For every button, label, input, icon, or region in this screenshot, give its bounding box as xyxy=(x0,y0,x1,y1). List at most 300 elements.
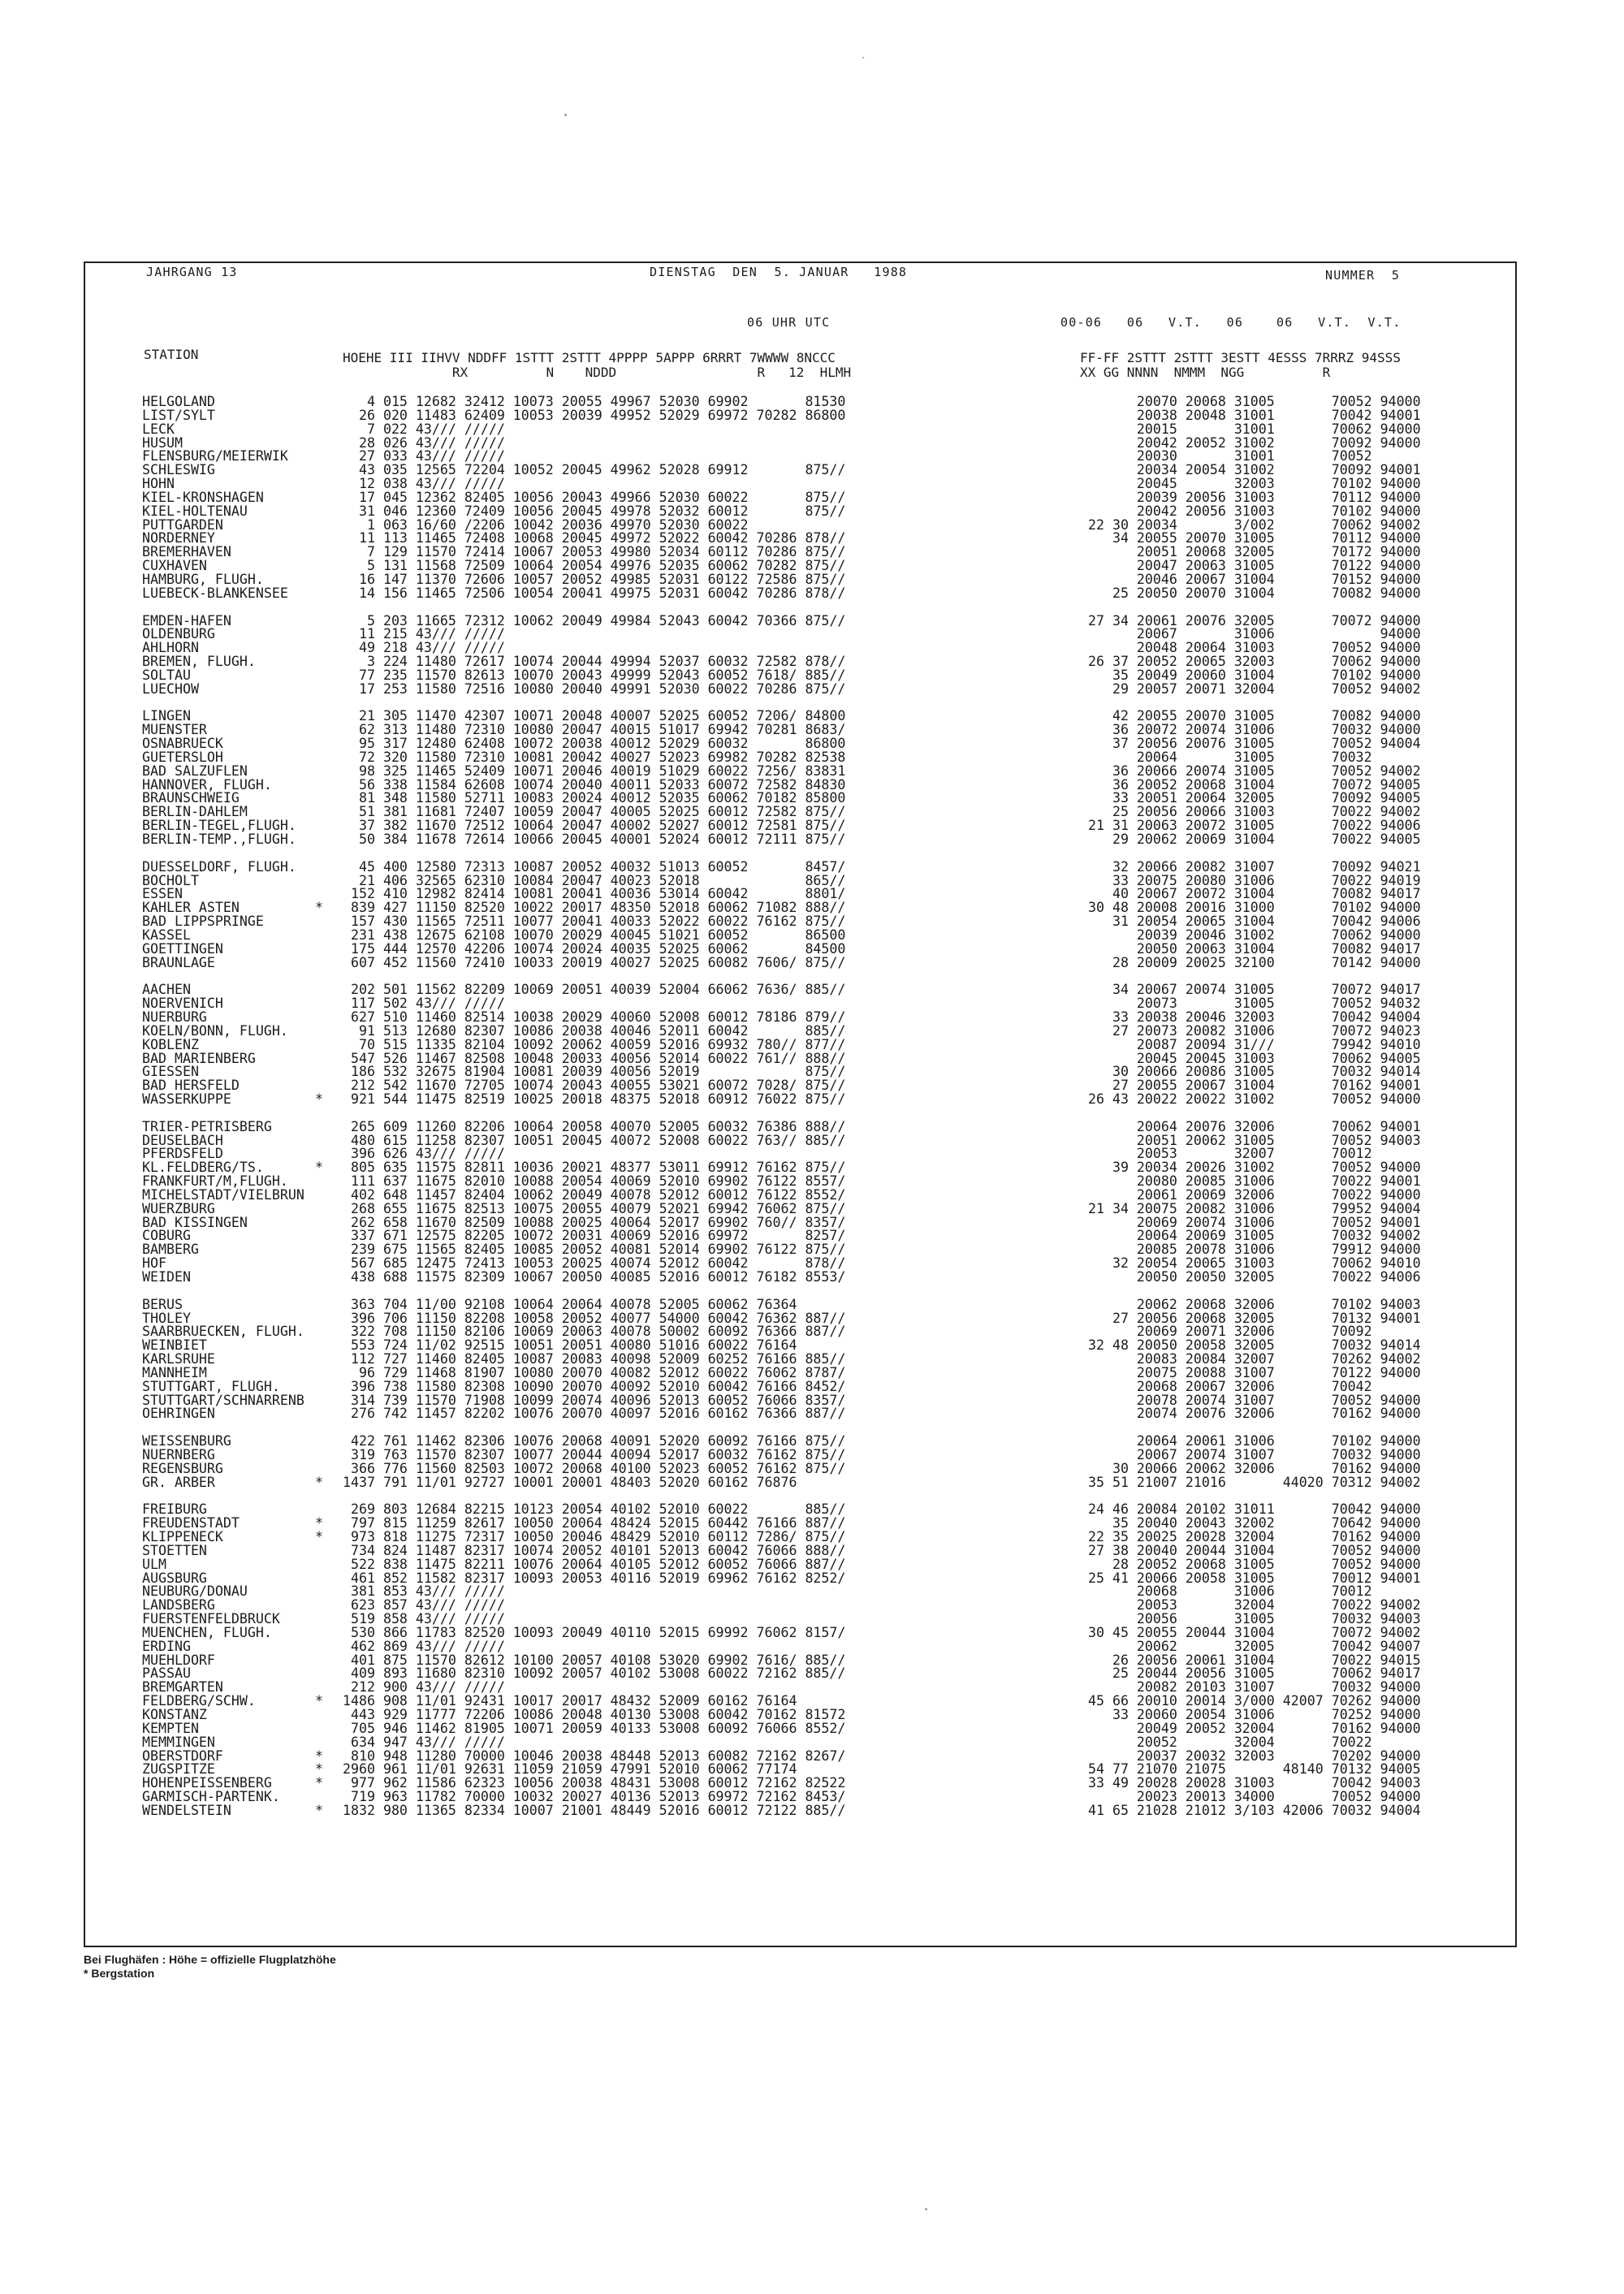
observation-left: 634 947 43/// ///// xyxy=(343,1734,505,1750)
station-row xyxy=(142,423,1522,437)
station-name: MANNHEIM xyxy=(142,1364,207,1380)
station-row xyxy=(142,1036,1522,1052)
station-row xyxy=(142,1804,1522,1818)
station-name: OEHRINGEN xyxy=(142,1406,215,1422)
station-name: BERLIN-DAHLEM xyxy=(142,804,248,820)
observation-right: 20062 20068 32006 70102 94003 xyxy=(1080,1296,1421,1312)
issue-number: NUMMER 5 xyxy=(1325,268,1401,283)
station-name: STUTTGART, FLUGH. xyxy=(142,1378,280,1394)
station-name: LECK xyxy=(142,421,175,437)
mountain-mark: * xyxy=(315,1515,323,1531)
station-name: KOBLENZ xyxy=(142,1036,199,1052)
observation-right: 20068 31006 70012 xyxy=(1080,1583,1372,1600)
observation-left: 27 033 43/// ///// xyxy=(343,448,505,464)
observation-left: 547 526 11467 82508 10048 20033 40056 52014 60022 761// 888// xyxy=(343,1050,846,1066)
station-name: WEISSENBURG xyxy=(142,1433,231,1449)
observation-left: 5 203 11665 72312 10062 20049 49984 52043 60042 70366 875// xyxy=(343,612,846,629)
observation-left: 314 739 11570 71908 10099 20074 40096 52013 60052 76066 8357/ xyxy=(343,1392,846,1408)
time-label: 06 UHR UTC xyxy=(747,315,831,330)
station-name: WEINBIET xyxy=(142,1337,207,1354)
observation-left: 401 875 11570 82612 10100 20057 40108 53020 69902 7616/ 885// xyxy=(343,1652,846,1668)
station-name: BREMGARTEN xyxy=(142,1679,223,1696)
observation-right: 20038 20048 31001 70042 94001 xyxy=(1080,407,1421,423)
observation-left: 319 763 11570 82307 10077 20044 40094 52017 60032 76162 875// xyxy=(343,1446,846,1462)
observation-left: 12 038 43/// ///// xyxy=(343,476,505,492)
station-name: BAMBERG xyxy=(142,1242,199,1258)
station-name: COBURG xyxy=(142,1228,191,1244)
station-name: NOERVENICH xyxy=(142,996,223,1012)
observation-right: 22 35 20025 20028 32004 70162 94000 xyxy=(1080,1529,1421,1545)
observation-right: 20051 20068 32005 70172 94000 xyxy=(1080,544,1421,560)
observation-left: 95 317 12480 62408 10072 20038 40012 52029 60032 86800 xyxy=(343,736,846,752)
station-name: HOHENPEISSENBERG xyxy=(142,1775,272,1791)
mountain-mark: * xyxy=(315,1529,323,1545)
observation-right: 20064 20069 31005 70032 94002 xyxy=(1080,1228,1421,1244)
station-name: BAD HERSFELD xyxy=(142,1078,240,1094)
observation-right: 28 20009 20025 32100 70142 94000 xyxy=(1080,954,1421,970)
right-group-labels: 00-06 06 V.T. 06 06 V.T. V.T. xyxy=(1060,315,1402,330)
observation-right: 20067 20074 31007 70032 94000 xyxy=(1080,1446,1421,1462)
observation-left: 381 853 43/// ///// xyxy=(343,1583,505,1600)
observation-left: 627 510 11460 82514 10038 20029 40060 52008 60012 78186 879// xyxy=(343,1009,846,1025)
observation-right: 41 65 21028 21012 3/103 42006 70032 94004 xyxy=(1080,1802,1421,1818)
right-header-line1: FF-FF 2STTT 2STTT 3ESTT 4ESSS 7RRRZ 94SSS xyxy=(1080,350,1401,365)
observation-right: 20075 20088 31007 70122 94000 xyxy=(1080,1364,1421,1380)
observation-right: 27 20073 20082 31006 70072 94023 xyxy=(1080,1022,1421,1039)
observation-right: 20046 20067 31004 70152 94000 xyxy=(1080,571,1421,587)
station-name: FREUDENSTADT xyxy=(142,1515,240,1531)
observation-right: 32 48 20050 20058 32005 70032 94014 xyxy=(1080,1337,1421,1354)
station-name: MUEHLDORF xyxy=(142,1652,215,1668)
observation-right: 20087 20094 31/// 79942 94010 xyxy=(1080,1036,1421,1052)
observation-right: 20056 31005 70032 94003 xyxy=(1080,1611,1421,1627)
observation-right: 20074 20076 32006 70162 94000 xyxy=(1080,1406,1421,1422)
observation-right: 36 20072 20074 31006 70032 94000 xyxy=(1080,722,1421,738)
station-table xyxy=(142,395,1522,1818)
observation-right: 36 20052 20068 31004 70072 94005 xyxy=(1080,776,1421,793)
observation-right: 26 43 20022 20022 31002 70052 94000 xyxy=(1080,1091,1421,1108)
observation-left: 734 824 11487 82317 10074 20052 40101 52013 60042 76066 888// xyxy=(343,1542,846,1558)
station-name: BAD MARIENBERG xyxy=(142,1050,256,1066)
scan-speck xyxy=(564,114,567,116)
station-name: GR. ARBER xyxy=(142,1474,215,1490)
observation-right: 20064 31005 70032 xyxy=(1080,749,1372,765)
observation-right: 20039 20056 31003 70112 94000 xyxy=(1080,489,1421,505)
observation-left: 11 113 11465 72408 10068 20045 49972 52022 60042 70286 878// xyxy=(343,530,846,546)
station-name: BRAUNLAGE xyxy=(142,954,215,970)
observation-right: 20053 32007 70012 xyxy=(1080,1146,1372,1162)
observation-right: 20023 20013 34000 70052 94000 xyxy=(1080,1789,1421,1805)
station-name: MEMMINGEN xyxy=(142,1734,215,1750)
observation-right: 32 20054 20065 31003 70062 94010 xyxy=(1080,1255,1421,1272)
observation-left: 262 658 11670 82509 10088 20025 40064 52017 69902 760// 8357/ xyxy=(343,1214,846,1230)
observation-right: 20069 20074 31006 70052 94001 xyxy=(1080,1214,1421,1230)
observation-left: 519 858 43/// ///// xyxy=(343,1611,505,1627)
observation-left: 337 671 12575 82205 10072 20031 40069 52016 69972 8257/ xyxy=(343,1228,846,1244)
observation-right: 20050 20063 31004 70082 94017 xyxy=(1080,940,1421,957)
observation-left: 797 815 11259 82617 10050 20064 48424 52015 60442 76166 887// xyxy=(343,1515,846,1531)
observation-left: 322 708 11150 82106 10069 20063 40078 50002 60092 76366 887// xyxy=(343,1324,846,1340)
station-name: MUENCHEN, FLUGH. xyxy=(142,1624,272,1640)
observation-left: 810 948 11280 70000 10046 20038 48448 52013 60082 72162 8267/ xyxy=(343,1748,846,1764)
station-name: ZUGSPITZE xyxy=(142,1761,215,1778)
station-name: OSNABRUECK xyxy=(142,736,223,752)
station-name: KONSTANZ xyxy=(142,1707,207,1722)
station-name: NUERNBERG xyxy=(142,1446,215,1462)
station-name: THOLEY xyxy=(142,1310,191,1326)
observation-left: 409 893 11680 82310 10092 20057 40102 53008 60022 72162 885// xyxy=(343,1665,846,1682)
station-name: BERLIN-TEMP.,FLUGH. xyxy=(142,832,296,847)
station-name: KASSEL xyxy=(142,927,191,943)
observation-left: 14 156 11465 72506 10054 20041 49975 52031 60042 70286 878// xyxy=(343,585,846,601)
observation-right: 20045 20045 31003 70062 94005 xyxy=(1080,1050,1421,1066)
mountain-mark: * xyxy=(315,900,323,916)
observation-right: 20030 31001 70052 xyxy=(1080,448,1372,464)
observation-left: 268 655 11675 82513 10075 20055 40079 52021 69942 76062 875// xyxy=(343,1200,846,1216)
observation-left: 28 026 43/// ///// xyxy=(343,434,505,451)
observation-left: 1437 791 11/01 92727 10001 20001 48403 52020 60162 76876 xyxy=(343,1474,797,1490)
observation-right: 20037 20032 32003 70202 94000 xyxy=(1080,1748,1421,1764)
observation-left: 805 635 11575 82811 10036 20021 48377 53011 69912 76162 875// xyxy=(343,1160,846,1176)
observation-right: 20052 32004 70022 xyxy=(1080,1734,1372,1750)
mountain-mark: * xyxy=(315,1160,323,1176)
observation-right: 20073 31005 70052 94032 xyxy=(1080,996,1421,1012)
observation-right: 20050 20050 32005 70022 94006 xyxy=(1080,1269,1421,1285)
station-name: KIEL-HOLTENAU xyxy=(142,503,248,519)
observation-left: 269 803 12684 82215 10123 20054 40102 52010 60022 885// xyxy=(343,1501,846,1518)
observation-right: 20085 20078 31006 79912 94000 xyxy=(1080,1242,1421,1258)
group-spacer xyxy=(142,601,1522,615)
observation-right: 20053 32004 70022 94002 xyxy=(1080,1597,1421,1614)
station-name: NUERBURG xyxy=(142,1009,207,1025)
station-name: ESSEN xyxy=(142,886,183,902)
station-name: PASSAU xyxy=(142,1665,191,1682)
observation-left: 11 215 43/// ///// xyxy=(343,626,505,642)
observation-right: 29 20057 20071 32004 70052 94002 xyxy=(1080,680,1421,697)
observation-right: 39 20034 20026 31002 70052 94000 xyxy=(1080,1160,1421,1176)
footnote-mountain: * Bergstation xyxy=(84,1967,155,1980)
observation-left: 112 727 11460 82405 10087 20083 40098 52009 60252 76166 885// xyxy=(343,1351,846,1367)
observation-left: 623 857 43/// ///// xyxy=(343,1597,505,1614)
station-row xyxy=(142,680,1522,697)
observation-left: 43 035 12565 72204 10052 20045 49962 52028 69912 875// xyxy=(343,462,846,478)
station-row xyxy=(142,1298,1522,1312)
observation-left: 96 729 11468 81907 10080 20070 40082 52012 60022 76062 8787/ xyxy=(343,1364,846,1380)
station-name: MICHELSTADT/VIELBRUN xyxy=(142,1186,304,1203)
station-name: BREMEN, FLUGH. xyxy=(142,654,256,670)
observation-left: 719 963 11782 70000 10032 20027 40136 52013 69972 72162 8453/ xyxy=(343,1789,846,1805)
observation-left: 1 063 16/60 /2206 10042 20036 49970 52030 60022 xyxy=(343,516,749,533)
observation-left: 16 147 11370 72606 10057 20052 49985 52031 60122 72586 875// xyxy=(343,571,846,587)
observation-left: 402 648 11457 82404 10062 20049 40078 52012 60012 76122 8552/ xyxy=(343,1186,846,1203)
observation-right: 20068 20067 32006 70042 xyxy=(1080,1378,1372,1394)
observation-right: 25 20044 20056 31005 70062 94017 xyxy=(1080,1665,1421,1682)
station-name: FELDBERG/SCHW. xyxy=(142,1693,256,1709)
observation-left: 461 852 11582 82317 10093 20053 40116 52019 69962 76162 8252/ xyxy=(343,1570,846,1586)
observation-right: 21 31 20063 20072 31005 70022 94006 xyxy=(1080,818,1421,834)
observation-right: 25 20050 20070 31004 70082 94000 xyxy=(1080,585,1421,601)
observation-right: 20083 20084 32007 70262 94002 xyxy=(1080,1351,1421,1367)
observation-right: 54 77 21070 21075 48140 70132 94005 xyxy=(1080,1761,1421,1778)
left-header-line2: RX N NDDD R 12 HLMH xyxy=(343,365,852,380)
observation-left: 17 253 11580 72516 10080 20040 49991 52030 60022 70286 875// xyxy=(343,680,846,697)
observation-right: 20042 20056 31003 70102 94000 xyxy=(1080,503,1421,519)
observation-right: 29 20062 20069 31004 70022 94005 xyxy=(1080,832,1421,847)
station-name: NORDERNEY xyxy=(142,530,215,546)
station-name: KLIPPENECK xyxy=(142,1529,223,1545)
observation-right: 20062 32005 70042 94007 xyxy=(1080,1638,1421,1654)
observation-right: 31 20054 20065 31004 70042 94006 xyxy=(1080,914,1421,930)
observation-left: 839 427 11150 82520 10022 20017 48350 52018 60062 71082 888// xyxy=(343,900,846,916)
observation-left: 396 738 11580 82308 10090 20070 40092 52010 60042 76166 8452/ xyxy=(343,1378,846,1394)
station-name: DEUSELBACH xyxy=(142,1132,223,1148)
observation-right: 20042 20052 31002 70092 94000 xyxy=(1080,434,1421,451)
observation-left: 3 224 11480 72617 10074 20044 49994 52037 60032 72582 878// xyxy=(343,654,846,670)
observation-right: 35 20040 20043 32002 70642 94000 xyxy=(1080,1515,1421,1531)
observation-left: 1832 980 11365 82334 10007 21001 48449 52016 60012 72122 885// xyxy=(343,1802,846,1818)
observation-left: 5 131 11568 72509 10064 20054 49976 52035 60062 70282 875// xyxy=(343,558,846,574)
right-header-line2: XX GG NNNN NMMM NGG R xyxy=(1080,365,1331,380)
observation-left: 480 615 11258 82307 10051 20045 40072 52008 60022 763// 885// xyxy=(343,1132,846,1148)
scan-speck xyxy=(925,2208,927,2210)
station-name: FLENSBURG/MEIERWIK xyxy=(142,448,288,464)
observation-left: 51 381 11681 72407 10059 20047 40005 52025 60012 72582 875// xyxy=(343,804,846,820)
observation-right: 33 20060 20054 31006 70252 94000 xyxy=(1080,1707,1421,1722)
observation-right: 26 20056 20061 31004 70022 94015 xyxy=(1080,1652,1421,1668)
mountain-mark: * xyxy=(315,1748,323,1764)
observation-left: 111 637 11675 82010 10088 20054 40069 52010 69902 76122 8557/ xyxy=(343,1173,846,1190)
observation-right: 20064 20061 31006 70102 94000 xyxy=(1080,1433,1421,1449)
observation-right: 20069 20071 32006 70092 xyxy=(1080,1324,1372,1340)
observation-left: 567 685 12475 72413 10053 20025 40074 52012 60042 878// xyxy=(343,1255,846,1272)
mountain-mark: * xyxy=(315,1474,323,1490)
observation-right: 20049 20052 32004 70162 94000 xyxy=(1080,1720,1421,1736)
observation-left: 70 515 11335 82104 10092 20062 40059 52016 69932 780// 877// xyxy=(343,1036,846,1052)
observation-right: 20047 20063 31005 70122 94000 xyxy=(1080,558,1421,574)
date-label: DIENSTAG DEN 5. JANUAR 1988 xyxy=(650,265,908,279)
station-name: SAARBRUECKEN, FLUGH. xyxy=(142,1324,304,1340)
station-row xyxy=(142,1093,1522,1107)
observation-right: 30 20066 20062 32006 70162 94000 xyxy=(1080,1460,1421,1476)
observation-right: 35 51 21007 21016 44020 70312 94002 xyxy=(1080,1474,1421,1490)
observation-left: 37 382 11670 72512 10064 20047 40002 52027 60012 72581 875// xyxy=(343,818,846,834)
scan-speck xyxy=(862,57,864,58)
station-name: KEMPTEN xyxy=(142,1720,199,1736)
station-name: WENDELSTEIN xyxy=(142,1802,231,1818)
station-name: KAHLER ASTEN xyxy=(142,900,240,916)
observation-right: 33 49 20028 20028 31003 70042 94003 xyxy=(1080,1775,1421,1791)
observation-left: 422 761 11462 82306 10076 20068 40091 52020 60092 76166 875// xyxy=(343,1433,846,1449)
station-name: PUTTGARDEN xyxy=(142,516,223,533)
station-name: WUERZBURG xyxy=(142,1200,215,1216)
observation-right: 20048 20064 31003 70052 94000 xyxy=(1080,640,1421,656)
station-name: GIESSEN xyxy=(142,1064,199,1080)
observation-left: 396 626 43/// ///// xyxy=(343,1146,505,1162)
station-name: BAD LIPPSPRINGE xyxy=(142,914,264,930)
station-name: BAD KISSINGEN xyxy=(142,1214,248,1230)
station-name: BOCHOLT xyxy=(142,872,199,888)
observation-right: 24 46 20084 20102 31011 70042 94000 xyxy=(1080,1501,1421,1518)
observation-left: 522 838 11475 82211 10076 20064 40105 52012 60052 76066 887// xyxy=(343,1556,846,1572)
observation-right: 42 20055 20070 31005 70082 94000 xyxy=(1080,708,1421,724)
observation-right: 28 20052 20068 31005 70052 94000 xyxy=(1080,1556,1421,1572)
observation-right: 20051 20062 31005 70052 94003 xyxy=(1080,1132,1421,1148)
station-name: REGENSBURG xyxy=(142,1460,223,1476)
observation-left: 438 688 11575 82309 10067 20050 40085 52016 60012 76182 8553/ xyxy=(343,1269,846,1285)
observation-right: 45 66 20010 20014 3/000 42007 70262 94000 xyxy=(1080,1693,1421,1709)
observation-right: 20064 20076 32006 70062 94001 xyxy=(1080,1118,1421,1134)
station-name: HOF xyxy=(142,1255,166,1272)
station-name: BRAUNSCHWEIG xyxy=(142,790,240,806)
observation-left: 157 430 11565 72511 10077 20041 40033 52022 60022 76162 875// xyxy=(343,914,846,930)
observation-left: 366 776 11560 82503 10072 20068 40100 52023 60052 76162 875// xyxy=(343,1460,846,1476)
station-name: HELGOLAND xyxy=(142,394,215,409)
station-name: OBERSTDORF xyxy=(142,1748,223,1764)
observation-right: 32 20066 20082 31007 70092 94021 xyxy=(1080,858,1421,875)
observation-right: 27 20055 20067 31004 70162 94001 xyxy=(1080,1078,1421,1094)
mountain-mark: * xyxy=(315,1775,323,1791)
station-name: EMDEN-HAFEN xyxy=(142,612,231,629)
observation-right: 20082 20103 31007 70032 94000 xyxy=(1080,1679,1421,1696)
station-name: DUESSELDORF, FLUGH. xyxy=(142,858,296,875)
observation-left: 973 818 11275 72317 10050 20046 48429 52010 60112 7286/ 875// xyxy=(343,1529,846,1545)
station-name: BREMERHAVEN xyxy=(142,544,231,560)
observation-right: 20034 20054 31002 70092 94001 xyxy=(1080,462,1421,478)
station-name: NEUBURG/DONAU xyxy=(142,1583,248,1600)
station-name: OLDENBURG xyxy=(142,626,215,642)
observation-left: 81 348 11580 52711 10083 20024 40012 52035 60062 70182 85800 xyxy=(343,790,846,806)
mountain-mark: * xyxy=(315,1693,323,1709)
observation-left: 62 313 11480 72310 10080 20047 40015 51017 69942 70281 8683/ xyxy=(343,722,846,738)
station-name: KIEL-KRONSHAGEN xyxy=(142,489,264,505)
observation-right: 20080 20085 31006 70022 94001 xyxy=(1080,1173,1421,1190)
station-name: BAD SALZUFLEN xyxy=(142,763,248,779)
mountain-mark: * xyxy=(315,1761,323,1778)
station-name: FUERSTENFELDBRUCK xyxy=(142,1611,280,1627)
station-row xyxy=(142,1476,1522,1490)
observation-left: 7 022 43/// ///// xyxy=(343,421,505,437)
observation-left: 31 046 12360 72409 10056 20045 49978 52032 60012 875// xyxy=(343,503,846,519)
jahrgang-label: JAHRGANG 13 xyxy=(146,265,238,279)
station-row xyxy=(142,833,1522,847)
station-name: KOELN/BONN, FLUGH. xyxy=(142,1022,288,1039)
observation-left: 363 704 11/00 92108 10064 20064 40078 52005 60062 76364 xyxy=(343,1296,797,1312)
station-name: FREIBURG xyxy=(142,1501,207,1518)
observation-left: 117 502 43/// ///// xyxy=(343,996,505,1012)
observation-left: 396 706 11150 82208 10058 20052 40077 54000 60042 76362 887// xyxy=(343,1310,846,1326)
station-row xyxy=(142,587,1522,601)
left-header-line1: HOEHE III IIHVV NDDFF 1STTT 2STTT 4PPPP 5APPP 6RRRT 7WWWW 8NCCC xyxy=(343,350,836,365)
observation-right: 20039 20046 31002 70062 94000 xyxy=(1080,927,1421,943)
station-name: HAMBURG, FLUGH. xyxy=(142,571,264,587)
station-name: AACHEN xyxy=(142,982,191,998)
station-name: ERDING xyxy=(142,1638,191,1654)
observation-left: 231 438 12675 62108 10070 20029 40045 51021 60052 86500 xyxy=(343,927,846,943)
observation-left: 265 609 11260 82206 10064 20058 40070 52005 60032 76386 888// xyxy=(343,1118,846,1134)
station-name: CUXHAVEN xyxy=(142,558,207,574)
observation-right: 33 20038 20046 32003 70042 94004 xyxy=(1080,1009,1421,1025)
observation-left: 1486 908 11/01 92431 10017 20017 48432 52009 60162 76164 xyxy=(343,1693,797,1709)
observation-left: 175 444 12570 42206 10074 20024 40035 52025 60062 84500 xyxy=(343,940,846,957)
observation-right: 40 20067 20072 31004 70082 94017 xyxy=(1080,886,1421,902)
observation-right: 37 20056 20076 31005 70052 94004 xyxy=(1080,736,1421,752)
station-name: BERUS xyxy=(142,1296,183,1312)
station-name: STOETTEN xyxy=(142,1542,207,1558)
observation-right: 27 20056 20068 32005 70132 94001 xyxy=(1080,1310,1421,1326)
observation-left: 921 544 11475 82519 10025 20018 48375 52018 60912 76022 875// xyxy=(343,1091,846,1108)
observation-right: 30 45 20055 20044 31004 70072 94002 xyxy=(1080,1624,1421,1640)
station-row xyxy=(142,1271,1522,1285)
observation-left: 7 129 11570 72414 10067 20053 49980 52034 60112 70286 875// xyxy=(343,544,846,560)
observation-right: 27 34 20061 20076 32005 70072 94000 xyxy=(1080,612,1421,629)
station-row xyxy=(142,858,1522,875)
station-name: MUENSTER xyxy=(142,722,207,738)
observation-right: 20061 20069 32006 70022 94000 xyxy=(1080,1186,1421,1203)
observation-left: 186 532 32675 81904 10081 20039 40056 52019 875// xyxy=(343,1064,846,1080)
observation-left: 443 929 11777 72206 10086 20048 40130 53008 60042 70162 81572 xyxy=(343,1707,846,1722)
station-name: KL.FELDBERG/TS. xyxy=(142,1160,264,1176)
observation-left: 56 338 11584 62608 10074 20040 40011 52033 60072 72582 84830 xyxy=(343,776,846,793)
station-name: GOETTINGEN xyxy=(142,940,223,957)
observation-left: 530 866 11783 82520 10093 20049 40110 52015 69992 76062 8157/ xyxy=(343,1624,846,1640)
observation-right: 26 37 20052 20065 32003 70062 94000 xyxy=(1080,654,1421,670)
observation-left: 462 869 43/// ///// xyxy=(343,1638,505,1654)
observation-left: 77 235 11570 82613 10070 20043 49999 52043 60052 7618/ 885// xyxy=(343,667,846,683)
station-name: WASSERKUPPE xyxy=(142,1091,231,1108)
station-name: STUTTGART/SCHNARRENB xyxy=(142,1392,304,1408)
observation-right: 25 41 20066 20058 31005 70012 94001 xyxy=(1080,1570,1421,1586)
observation-left: 50 384 11678 72614 10066 20045 40001 52024 60012 72111 875// xyxy=(343,832,846,847)
station-name: HANNOVER, FLUGH. xyxy=(142,776,272,793)
station-row xyxy=(142,1736,1522,1750)
observation-left: 98 325 11465 52409 10071 20046 40019 51029 60022 7256/ 83831 xyxy=(343,763,846,779)
station-name: PFERDSFELD xyxy=(142,1146,223,1162)
observation-right: 30 48 20008 20016 31000 70102 94000 xyxy=(1080,900,1421,916)
observation-right: 34 20067 20074 31005 70072 94017 xyxy=(1080,982,1421,998)
station-name: AUGSBURG xyxy=(142,1570,207,1586)
observation-left: 4 015 12682 32412 10073 20055 49967 52030 69902 81530 xyxy=(343,394,846,409)
station-name: BERLIN-TEGEL,FLUGH. xyxy=(142,818,296,834)
station-name: SCHLESWIG xyxy=(142,462,215,478)
observation-left: 49 218 43/// ///// xyxy=(343,640,505,656)
observation-left: 2960 961 11/01 92631 11059 21059 47991 52010 60062 77174 xyxy=(343,1761,797,1778)
station-name: GUETERSLOH xyxy=(142,749,223,765)
observation-left: 553 724 11/02 92515 10051 20051 40080 51016 60022 76164 xyxy=(343,1337,797,1354)
station-name: LINGEN xyxy=(142,708,191,724)
observation-left: 239 675 11565 82405 10085 20052 40081 52014 69902 76122 875// xyxy=(343,1242,846,1258)
observation-left: 607 452 11560 72410 10033 20019 40027 52025 60082 7606/ 875// xyxy=(343,954,846,970)
observation-right: 22 30 20034 3/002 70062 94002 xyxy=(1080,516,1421,533)
observation-right: 20067 31006 94000 xyxy=(1080,626,1421,642)
observation-right: 27 38 20040 20044 31004 70052 94000 xyxy=(1080,1542,1421,1558)
station-header: STATION xyxy=(144,347,199,362)
observation-left: 21 406 32565 62310 10084 20047 40023 52018 865// xyxy=(343,872,846,888)
station-name: LANDSBERG xyxy=(142,1597,215,1614)
station-row xyxy=(142,954,1522,970)
station-name: AHLHORN xyxy=(142,640,199,656)
observation-left: 202 501 11562 82209 10069 20051 40039 52004 66062 7636/ 885// xyxy=(343,982,846,998)
observation-left: 17 045 12362 82405 10056 20043 49966 52030 60022 875// xyxy=(343,489,846,505)
observation-left: 21 305 11470 42307 10071 20048 40007 52025 60052 7206/ 84800 xyxy=(343,708,846,724)
station-name: GARMISCH-PARTENK. xyxy=(142,1789,280,1805)
station-name: SOLTAU xyxy=(142,667,191,683)
observation-right: 20045 32003 70102 94000 xyxy=(1080,476,1421,492)
station-name: FRANKFURT/M,FLUGH. xyxy=(142,1173,288,1190)
observation-right: 33 20051 20064 32005 70092 94005 xyxy=(1080,790,1421,806)
station-name: WEIDEN xyxy=(142,1269,191,1285)
observation-left: 977 962 11586 62323 10056 20038 48431 53008 60012 72162 82522 xyxy=(343,1775,846,1791)
station-name: KARLSRUHE xyxy=(142,1351,215,1367)
